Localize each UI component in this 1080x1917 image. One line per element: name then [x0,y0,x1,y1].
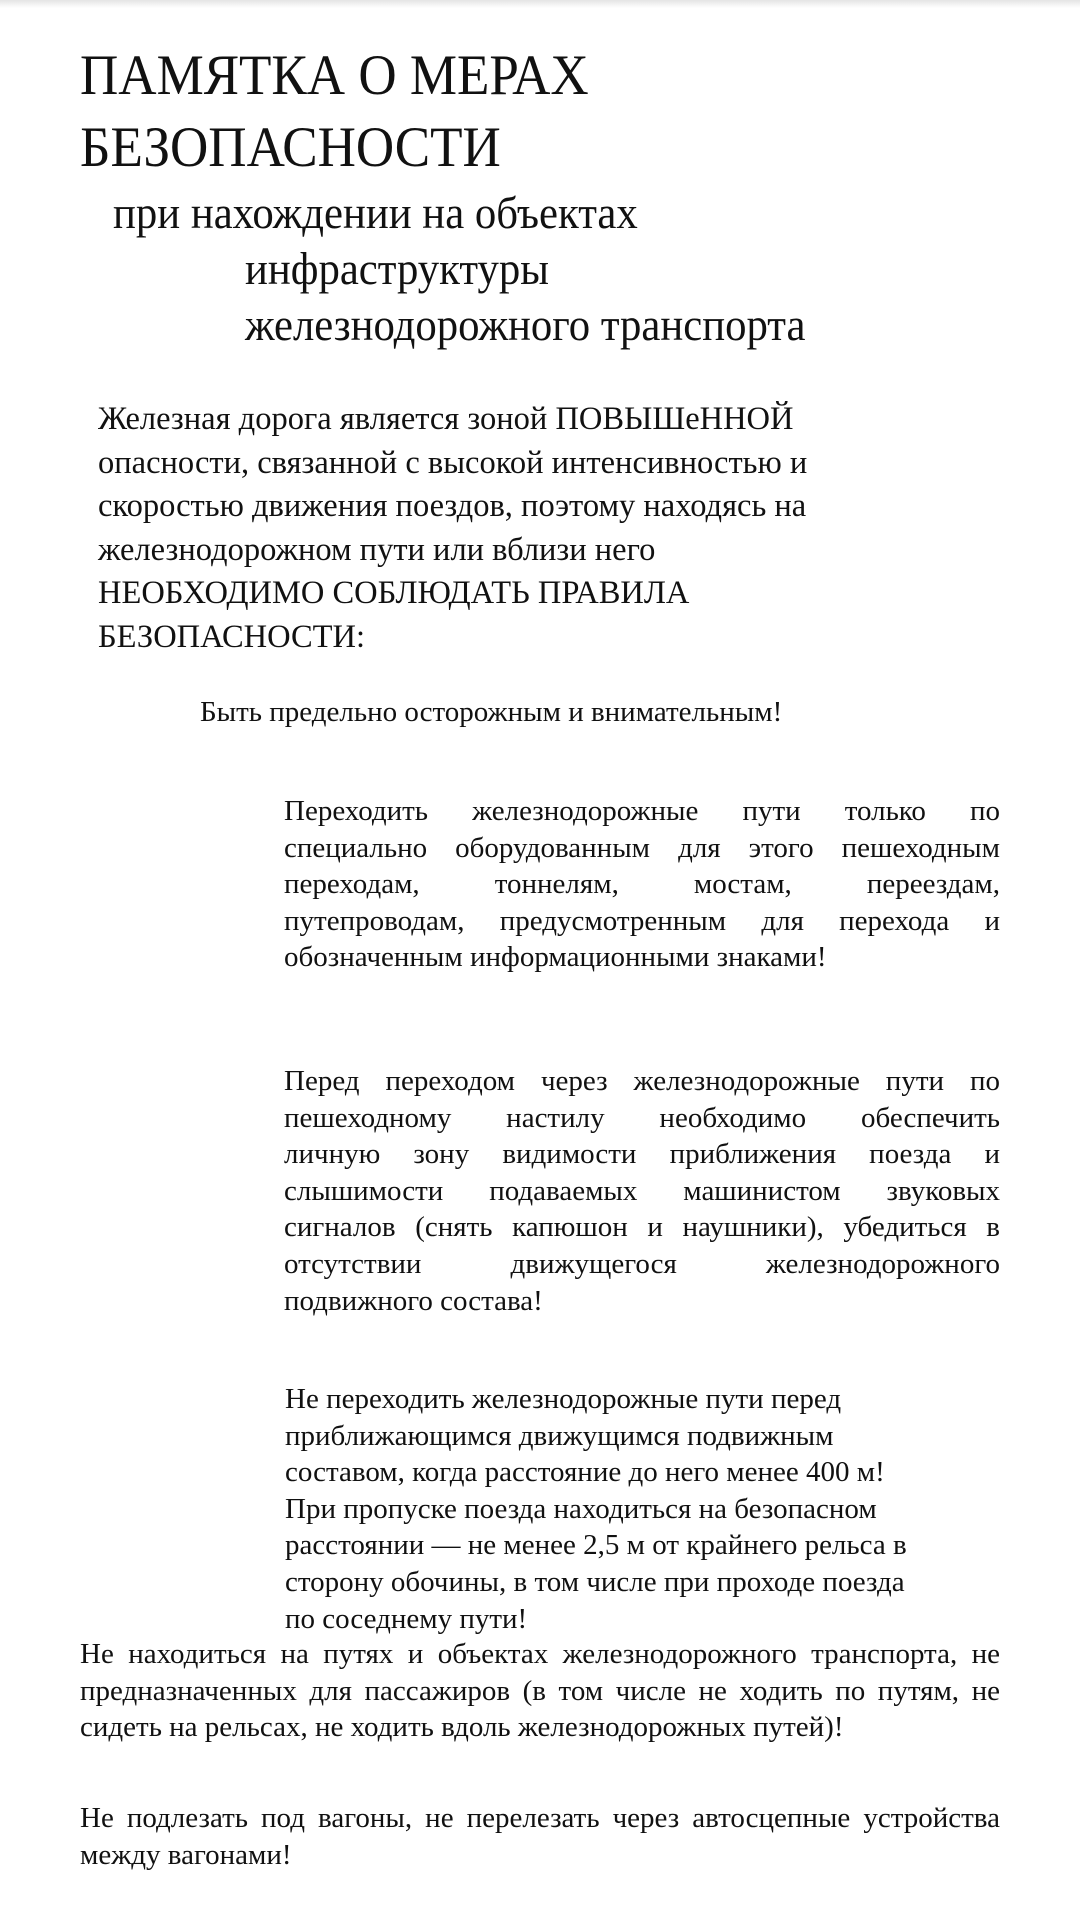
rule-line: личную зону видимости приближения поезда и [284,1138,1000,1171]
subtitle-line: железнодорожного транспорта [245,300,806,350]
rule-line: Не находиться на путях и объектах железнодорожного транспорта, не [80,1638,1000,1670]
rule-line: При пропуске поезда находиться на безопасном [285,1492,877,1525]
rule-line: обозначенным информационными знаками! [284,941,827,974]
rule-line: отсутствии движущегося железнодорожного [284,1247,1000,1280]
rule-line: путепроводам, предусмотренным для перехода и [284,904,1000,937]
rule-line: между вагонами! [80,1838,292,1871]
rule-line: предназначенных для пассажиров (в том числе не ходить по путям, не [80,1674,1000,1707]
rule-line: сидеть на рельсах, не ходить вдоль железнодорожных путей)! [80,1711,844,1744]
emphasis-line: Быть предельно осторожным и внимательным! [200,696,783,728]
intro-line: железнодорожном пути или вблизи него [98,531,656,568]
title-line: БЕЗОПАСНОСТИ [80,116,501,179]
rule-line: приближающимся движущимся подвижным [285,1419,834,1452]
intro-line: опасности, связанной с высокой интенсивностью и [98,444,808,481]
rule-paragraph-restricted-areas [80,1636,1000,1746]
rule-paragraph-wagons [80,1800,1000,1873]
rule-line: расстоянии — не менее 2,5 м от крайнего рельса в [285,1529,907,1562]
rule-line: сторону обочины, в том числе при проходе поезда [285,1565,905,1598]
intro-paragraph [98,398,956,659]
title-line: ПАМЯТКА О МЕРАХ [80,44,589,107]
rule-line: Не подлезать под вагоны, не перелезать через автосцепные устройства [80,1802,1000,1834]
rule-line: слышимости подаваемых машинистом звуковых [284,1174,1000,1207]
rule-paragraph-crossing-points [284,793,1000,976]
intro-line: НЕОБХОДИМО СОБЛЮДАТЬ ПРАВИЛА [98,575,690,611]
rule-line: подвижного состава! [284,1284,543,1317]
rule-line: Не переходить железнодорожные пути перед [285,1383,842,1415]
intro-line: БЕЗОПАСНОСТИ: [98,618,366,655]
intro-line: скоростью движения поездов, поэтому находясь на [98,488,807,524]
document-title [80,40,917,184]
subtitle-line: при нахождении на объектах [113,188,638,238]
top-edge-shadow [0,0,1080,8]
subtitle-line: инфраструктуры [245,244,549,294]
rule-line: переходам, тоннелям, мостам, переездам, [284,868,1000,901]
intro-line: Железная дорога является зоной ПОВЫШеННОЙ [98,401,794,437]
rule-paragraph-approaching-train [285,1381,1001,1637]
rule-line: пешеходному настилу необходимо обеспечить [284,1101,1000,1134]
rule-line: Переходить железнодорожные пути только по [284,795,1000,827]
rule-line: по соседнему пути! [285,1602,528,1635]
rule-line: составом, когда расстояние до него менее 400 м! [285,1456,885,1489]
rule-line: специально оборудованным для этого пешеходным [284,831,1000,864]
rule-line: сигналов (снять капюшон и наушники), убедиться в [284,1211,1000,1244]
rule-line: Перед переходом через железнодорожные пути по [284,1065,1000,1097]
rule-paragraph-visibility [284,1063,1000,1319]
